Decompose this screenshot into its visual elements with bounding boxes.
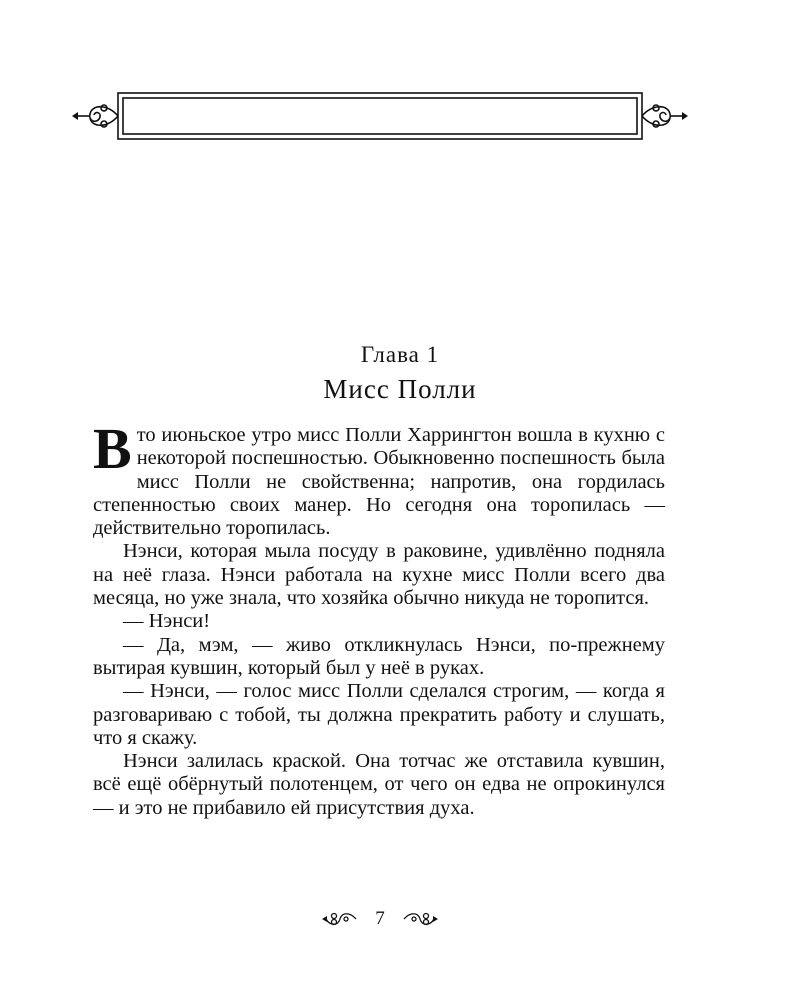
page-footer: [0, 906, 800, 936]
paragraph-1: [93, 416, 665, 540]
footer-ornament-right-icon: [402, 910, 438, 928]
paragraph-5: — Нэнси, — голос мисс Полли сделался строгим, — когда я разговариваю с тобой, ты должна прекратить работу и слушать, что я скажу.: [93, 680, 665, 749]
paragraph-4: — Да, мэм, — живо откликнулась Нэнси, по-прежнему вытирая кувшин, который был у неё в руках.: [93, 633, 665, 679]
page-number: 7: [375, 908, 385, 929]
paragraph-1-text: то июньское утро мисс Полли Харрингтон вошла в кухню с некоторой поспешностью. Обыкновенно поспешность была мисс Полли не свойственна; напротив, она гордилась степенностью своих манер. Но сегодня она торопилась — действительно торопилась.: [93, 424, 665, 540]
chapter-title: Мисс Полли: [323, 374, 477, 404]
footer-ornament-left-icon: [322, 910, 358, 928]
drop-cap-letter: В: [93, 416, 132, 481]
paragraph-6: Нэнси залилась краской. Она тотчас же отставила кувшин, всё ещё обёрнутый полотенцем, от чего он едва не опрокинулся — и это не прибавило ей присутствия духа.: [93, 750, 665, 819]
chapter-label: Глава 1: [360, 342, 440, 367]
paragraph-2: Нэнси, которая мыла посуду в раковине, удивлённо подняла на неё глаза. Нэнси работала на кухне мисс Полли всего два месяца, но уже знала, что хозяйка обычно никуда не торопится.: [93, 540, 665, 610]
paragraph-3: — Нэнси!: [123, 610, 211, 633]
chapter-body: [93, 416, 665, 820]
header-ornament-frame: [70, 86, 690, 146]
